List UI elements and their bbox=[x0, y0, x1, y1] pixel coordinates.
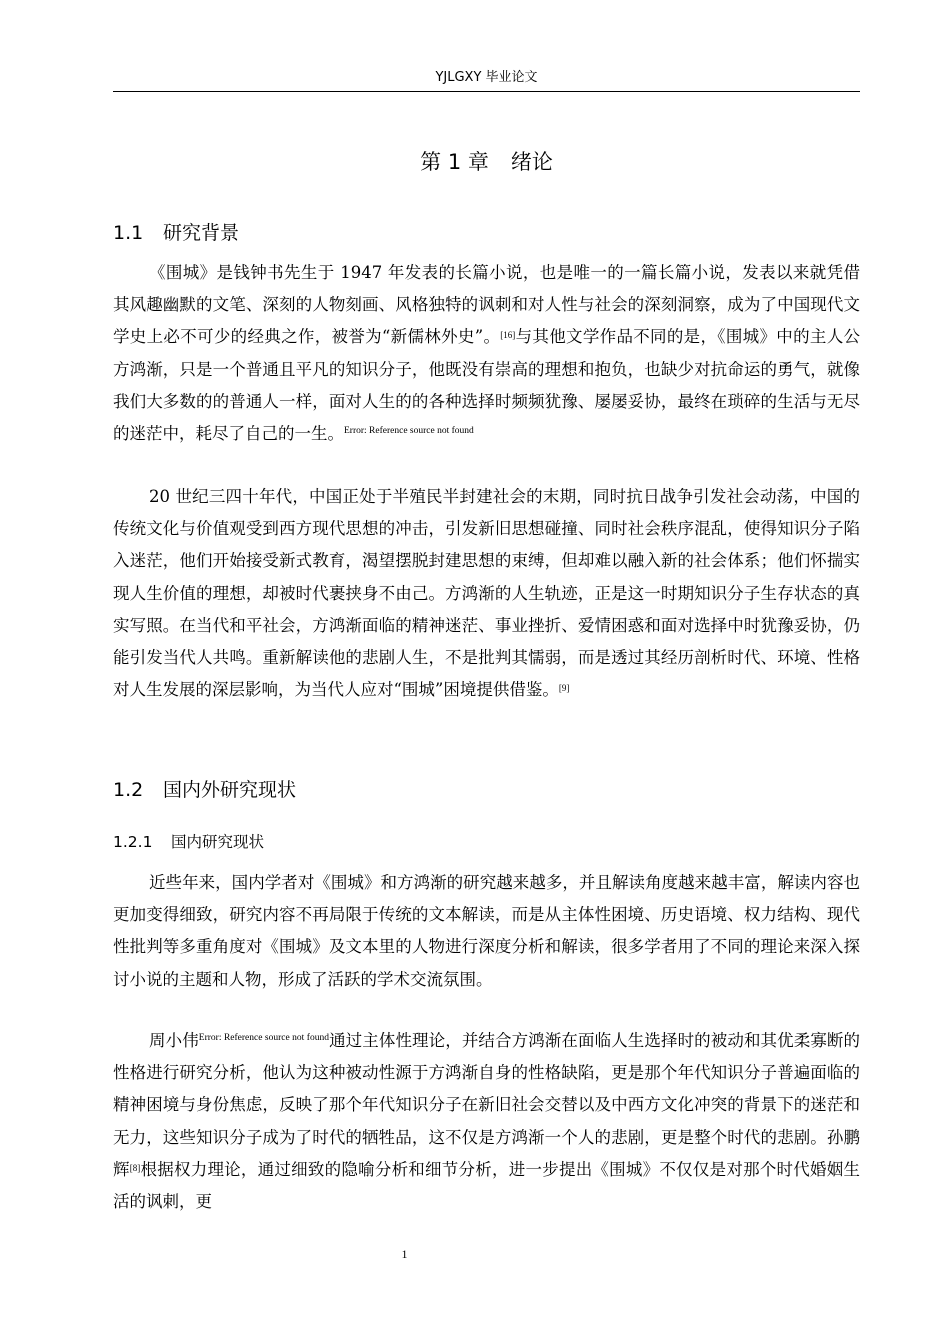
reference-error: Error: Reference source not found bbox=[344, 426, 474, 437]
paragraph-text: 《围城》是钱钟书先生于 1947 年发表的长篇小说，也是唯一的一篇长篇小说，发表以来就凭借其风趣幽默的文笔、深刻的人物刻画、风格独特的讽刺和对人性与社会的深刻洞察，成为了中国现代文学史上必不可少的经典之作，被誉为“新儒林外史”。 bbox=[113, 263, 860, 347]
chapter-number: 第 1 章 bbox=[420, 150, 489, 174]
section-title: 国内外研究现状 bbox=[163, 779, 297, 801]
header-divider bbox=[113, 91, 860, 92]
paragraph-1 bbox=[113, 257, 860, 450]
subsection-heading-1-2-1 bbox=[113, 830, 264, 854]
paragraph-4 bbox=[113, 1025, 860, 1218]
page-number: 1 bbox=[401, 1247, 408, 1261]
section-title: 研究背景 bbox=[163, 222, 240, 244]
reference-error: Error: Reference source not found bbox=[198, 1033, 329, 1043]
section-number: 1.1 bbox=[113, 222, 144, 244]
citation-ref: [8] bbox=[129, 1162, 141, 1173]
section-heading-1-1 bbox=[113, 219, 239, 247]
paragraph-3 bbox=[113, 867, 860, 996]
section-number: 1.2 bbox=[113, 779, 144, 801]
paragraph-text: 与其他文学作品不同的是，《围城》中的主人公方鸿渐，只是一个普通且平凡的知识分子，他既没有崇高的理想和抱负，也缺少对抗命运的勇气，就像我们大多数的的普通人一样，面对人生的的各种选择时频频犹豫、屡屡妥协，最终在琐碎的生活与无尽的迷茫中，耗尽了自己的一生。 bbox=[113, 327, 861, 444]
page-header: YJLGXY 毕业论文 bbox=[435, 70, 538, 85]
citation-ref: [9] bbox=[558, 683, 570, 694]
chapter-name: 绪论 bbox=[510, 150, 553, 174]
paragraph-text: 根据权力理论，通过细致的隐喻分析和细节分析，进一步提出《围城》不仅仅是对那个时代婚姻生活的讽刺，更 bbox=[113, 1159, 861, 1212]
paragraph-text: 周小伟 bbox=[149, 1031, 199, 1050]
chapter-title bbox=[113, 147, 860, 177]
citation-ref: [16] bbox=[500, 330, 516, 341]
paragraph-text: 通过主体性理论，并结合方鸿渐在面临人生选择时的被动和其优柔寡断的性格进行研究分析，他认为这种被动性源于方鸿渐自身的性格缺陷，更是那个年代知识分子普遍面临的精神困境与身份焦虑，反映了那个年代知识分子在新旧社会交替以及中西方文化冲突的背景下的迷茫和无力，这些知识分子成为了时代的牺牲品，这不仅是方鸿渐一个人的悲剧，更是整个时代的悲剧。孙鹏辉 bbox=[113, 1031, 861, 1179]
paragraph-2 bbox=[113, 481, 860, 706]
section-heading-1-2 bbox=[113, 776, 296, 804]
paragraph-text: 近些年来，国内学者对《围城》和方鸿渐的研究越来越多，并且解读角度越来越丰富，解读内容也更加变得细致，研究内容不再局限于传统的文本解读，而是从主体性困境、历史语境、权力结构、现代性批判等多重角度对《围城》及文本里的人物进行深度分析和解读，很多学者用了不同的理论来深入探讨小说的主题和人物，形成了活跃的学术交流氛围。 bbox=[113, 873, 860, 989]
subsection-number: 1.2.1 bbox=[113, 833, 153, 851]
subsection-title: 国内研究现状 bbox=[171, 833, 265, 851]
paragraph-text: 20 世纪三四十年代，中国正处于半殖民半封建社会的末期，同时抗日战争引发社会动荡，中国的传统文化与价值观受到西方现代思想的冲击，引发新旧思想碰撞、同时社会秩序混乱，使得知识分子陷入迷茫，他们开始接受新式教育，渴望摆脱封建思想的束缚，但却难以融入新的社会体系；他们怀揣实现人生价值的理想，却被时代裹挟身不由己。方鸿渐的人生轨迹，正是这一时期知识分子生存状态的真实写照。在当代和平社会，方鸿渐面临的精神迷茫、事业挫折、爱情困惑和面对选择中时犹豫妥协，仍能引发当代人共鸣。重新解读他的悲剧人生，不是批判其懦弱，而是透过其经历剖析时代、环境、性格对人生发展的深层影响，为当代人应对“围城”困境提供借鉴。 bbox=[113, 487, 860, 700]
